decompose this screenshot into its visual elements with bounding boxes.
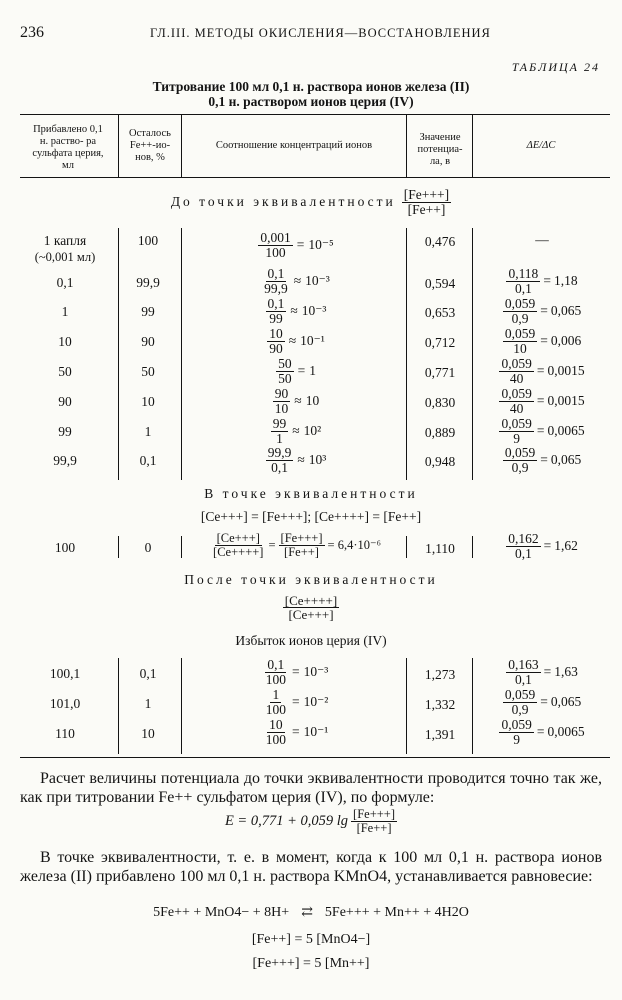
excess-row-1-ratio-frac xyxy=(264,688,288,717)
table-row-6-deriv-num: 0,059 xyxy=(501,416,532,431)
table-row-1-remaining: 99,9 xyxy=(136,275,160,290)
excess-row-0-ratio-frac xyxy=(264,658,288,687)
table-row-0-added-text: 1 капля xyxy=(43,233,87,248)
table-row-5-deriv-den: 40 xyxy=(509,400,524,416)
equivalence-frac1 xyxy=(211,532,265,559)
table-row-3-deriv-den: 10 xyxy=(513,340,527,356)
table-row-5-ratio xyxy=(186,387,406,416)
table-row-7-remaining: 0,1 xyxy=(139,453,157,468)
table-row-6-ratio-num: 99 xyxy=(272,416,287,431)
excess-row-1-ratio-result: 10⁻² xyxy=(303,694,329,710)
body1-divider-4 xyxy=(472,228,473,480)
table-row-3-added: 10 xyxy=(58,334,72,349)
table-row-7-deriv-result: 0,065 xyxy=(550,452,582,468)
table-row-5-ratio-frac xyxy=(273,387,291,416)
body3-divider-4 xyxy=(472,658,473,754)
excess-row-2-deriv-eq: = xyxy=(536,724,545,740)
header-divider-4 xyxy=(472,114,473,177)
table-row-6-deriv-den: 9 xyxy=(513,430,520,446)
excess-row-1-deriv-result: 0,065 xyxy=(550,694,582,710)
equivalence-row-derivative xyxy=(476,532,608,561)
table-row-2-ratio-num: 0,1 xyxy=(267,296,285,311)
table-row-0-ratio-den: 100 xyxy=(265,244,286,260)
excess-row-1-added: 101,0 xyxy=(49,696,81,711)
table-row-0-ratio xyxy=(186,231,406,260)
table-row-7-deriv-frac xyxy=(503,446,537,475)
excess-row-0-remaining: 0,1 xyxy=(139,666,157,681)
table-row-5-deriv-num: 0,059 xyxy=(501,386,532,401)
table-row-2-deriv-result: 0,065 xyxy=(550,303,582,319)
body2-divider-2 xyxy=(181,536,182,558)
table-row-6-derivative xyxy=(476,417,608,446)
excess-row-2-deriv-den: 9 xyxy=(513,731,520,747)
table-row-2-derivative xyxy=(476,297,608,326)
table-row-4-deriv-num: 0,059 xyxy=(501,356,532,371)
table-row-6-deriv-frac xyxy=(499,417,533,446)
excess-row-0-added: 100,1 xyxy=(49,666,81,681)
table-row-3-deriv-eq: = xyxy=(540,333,548,349)
table-row-7-ratio-op: ≈ xyxy=(297,452,305,468)
section-before-label: До точки эквивалентности xyxy=(170,194,396,210)
table-row-7-deriv-num: 0,059 xyxy=(504,445,536,460)
table-row-7-ratio xyxy=(186,446,406,475)
reaction-right: 5Fe+++ + Mn++ + 4H2O xyxy=(324,904,469,920)
table-caption-line2: 0,1 н. раствором ионов церия (IV) xyxy=(208,94,414,109)
table-row-7-ratio-num: 99,9 xyxy=(267,445,292,460)
running-title: ГЛ.III. МЕТОДЫ ОКИСЛЕНИЯ—ВОССТАНОВЛЕНИЯ xyxy=(150,26,491,40)
excess-row-2-remaining: 10 xyxy=(141,726,155,741)
table-row-3-ratio-result: 10⁻¹ xyxy=(300,333,325,349)
table-row-1-potential: 0,594 xyxy=(424,276,456,291)
equivalence-row-potential: 1,110 xyxy=(425,541,455,556)
excess-row-0-ratio xyxy=(186,658,406,687)
table-row-2-deriv-den: 0,9 xyxy=(511,310,529,326)
table-row-6-ratio-op: ≈ xyxy=(292,423,300,439)
table-row-6-ratio-result: 10² xyxy=(303,423,322,439)
table-row-4-ratio-frac xyxy=(276,357,294,386)
section-before-ratio-den: [Fe++] xyxy=(407,201,446,217)
table-row-6-remaining: 1 xyxy=(144,424,152,439)
table-row-3-deriv-result: 0,006 xyxy=(550,333,582,349)
paragraph-1: Расчет величины потенциала до точки эквивалентности проводится точно так же, как при титровании Fe++ сульфатом церия (IV), по формуле: xyxy=(20,770,602,806)
table-row-2-ratio-op: ≈ xyxy=(290,303,298,319)
table-row-0-added xyxy=(22,233,108,265)
paragraph-2: В точке эквивалентности, т. е. в момент, когда к 100 мл 0,1 н. раствора ионов железа (II) прибавлено 100 мл 0,1 н. раствора KMnO4, устанавливается равновесие: xyxy=(20,849,602,885)
reaction-equation xyxy=(0,904,622,921)
table-row-5-ratio-den: 10 xyxy=(274,400,289,416)
excess-row-0-deriv-frac xyxy=(506,658,540,687)
table-row-0-derivative: — xyxy=(535,232,549,247)
table-row-4-deriv-result: 0,0015 xyxy=(547,363,585,379)
excess-row-2-deriv-result: 0,0065 xyxy=(547,724,585,740)
table-row-1-ratio xyxy=(186,267,406,296)
excess-row-2-derivative xyxy=(476,718,608,747)
table-row-0-ratio-frac xyxy=(258,231,292,260)
table-row-1-ratio-num: 0,1 xyxy=(267,266,285,281)
table-row-3-remaining: 90 xyxy=(141,334,155,349)
table-row-3-ratio xyxy=(186,327,406,356)
excess-row-1-remaining: 1 xyxy=(144,696,152,711)
table-row-4-ratio-result: 1 xyxy=(309,363,316,379)
table-row-1-ratio-den: 99,9 xyxy=(264,280,288,296)
table-row-3-potential: 0,712 xyxy=(424,335,456,350)
table-row-3-ratio-den: 90 xyxy=(269,340,283,356)
table-row-2-remaining: 99 xyxy=(141,304,155,319)
table-row-4-ratio-num: 50 xyxy=(278,356,292,371)
body3-divider-2 xyxy=(181,658,182,754)
formula-num: [Fe+++] xyxy=(353,807,396,821)
equivalence-deriv-den: 0,1 xyxy=(514,545,532,561)
table-row-4-ratio-den: 50 xyxy=(278,370,292,386)
table-row-2-deriv-num: 0,059 xyxy=(504,296,536,311)
reaction-left: 5Fe++ + MnO4− + 8H+ xyxy=(153,904,290,920)
reaction-arrow: ⇄ xyxy=(301,905,313,920)
header-divider-3 xyxy=(406,114,407,177)
table-row-1-ratio-result: 10⁻³ xyxy=(305,273,330,289)
table-row-4-ratio-op: = xyxy=(297,363,306,379)
body2-divider-1 xyxy=(118,536,119,558)
table-row-0-potential: 0,476 xyxy=(424,234,456,249)
excess-row-2-ratio-frac xyxy=(264,718,288,747)
equivalence-ratio-result: = 6,4·10⁻⁶ xyxy=(327,538,381,553)
section-after-title: После точки эквивалентности xyxy=(184,572,438,587)
excess-row-1-ratio-den: 100 xyxy=(265,701,286,717)
equilibrium-eq-2: [Fe+++] = 5 [Mn++] xyxy=(252,956,370,971)
table-row-6-deriv-eq: = xyxy=(536,423,545,439)
section-before-ratio-num: [Fe+++] xyxy=(403,187,450,202)
excess-row-1-ratio-num: 1 xyxy=(272,687,280,702)
equivalence-deriv-num: 0,162 xyxy=(508,531,539,546)
table-row-0-ratio-result: 10⁻⁵ xyxy=(308,237,334,253)
table-row-1-deriv-num: 0,118 xyxy=(508,266,539,281)
table-row-1-ratio-op: ≈ xyxy=(293,273,302,289)
table-row-5-derivative xyxy=(476,387,608,416)
section-after-ratio xyxy=(0,594,622,622)
section-after-subtitle: Избыток ионов церия (IV) xyxy=(235,633,387,648)
table-top-rule xyxy=(20,114,610,115)
excess-row-1-deriv-den: 0,9 xyxy=(511,701,529,717)
table-row-5-ratio-op: ≈ xyxy=(294,393,302,409)
table-row-5-added: 90 xyxy=(58,394,72,409)
table-row-5-potential: 0,830 xyxy=(424,395,456,410)
table-row-6-ratio-den: 1 xyxy=(276,430,283,446)
column-header-potential: Значение потенциа- ла, в xyxy=(417,132,463,167)
table-row-2-added: 1 xyxy=(61,304,69,319)
table-row-4-remaining: 50 xyxy=(141,364,155,379)
body2-divider-3 xyxy=(406,536,407,558)
body2-divider-4 xyxy=(472,536,473,558)
table-row-1-deriv-den: 0,1 xyxy=(514,280,532,296)
table-row-5-ratio-num: 90 xyxy=(274,386,289,401)
table-row-3-deriv-num: 0,059 xyxy=(504,326,536,341)
table-row-3-derivative xyxy=(476,327,608,356)
equivalence-frac2 xyxy=(279,532,325,559)
table-row-3-deriv-frac xyxy=(503,327,537,356)
table-row-2-ratio-frac xyxy=(266,297,287,326)
table-row-3-ratio-frac xyxy=(267,327,285,356)
table-row-3-ratio-op: ≈ xyxy=(288,333,297,349)
table-row-5-deriv-eq: = xyxy=(536,393,545,409)
table-row-4-deriv-den: 40 xyxy=(509,370,524,386)
excess-row-1-potential: 1,332 xyxy=(424,697,456,712)
table-row-4-potential: 0,771 xyxy=(424,365,456,380)
table-row-6-added: 99 xyxy=(58,424,72,439)
table-bottom-rule xyxy=(20,757,610,758)
table-row-1-deriv-eq: = xyxy=(543,273,551,289)
table-row-1-deriv-result: 1,18 xyxy=(553,273,578,289)
excess-row-2-potential: 1,391 xyxy=(424,727,456,742)
excess-row-0-potential: 1,273 xyxy=(424,667,456,682)
body1-divider-3 xyxy=(406,228,407,480)
section-at-title: В точке эквивалентности xyxy=(204,486,418,501)
excess-row-0-ratio-num: 0,1 xyxy=(267,657,285,672)
formula-potential xyxy=(0,808,622,835)
table-row-5-deriv-frac xyxy=(499,387,533,416)
table-row-4-added: 50 xyxy=(58,364,72,379)
column-header-remaining: Осталось Fe++-ио- нов, % xyxy=(129,128,171,163)
excess-row-0-ratio-op: = xyxy=(291,664,300,680)
excess-row-2-ratio-num: 10 xyxy=(269,717,283,732)
body1-divider-2 xyxy=(181,228,182,480)
excess-row-2-ratio xyxy=(186,718,406,747)
table-row-0-ratio-num: 0,001 xyxy=(260,230,291,245)
table-row-2-ratio-den: 99 xyxy=(269,310,283,326)
table-row-7-ratio-result: 10³ xyxy=(308,452,327,468)
table-row-6-ratio-frac xyxy=(271,417,289,446)
table-row-7-deriv-den: 0,9 xyxy=(511,459,529,475)
header-divider-2 xyxy=(181,114,182,177)
table-row-1-derivative xyxy=(476,267,608,296)
table-row-7-ratio-frac xyxy=(266,446,294,475)
section-after-frac xyxy=(283,594,339,622)
excess-row-1-deriv-eq: = xyxy=(540,694,548,710)
excess-row-2-added: 110 xyxy=(55,726,75,741)
equilibrium-eq-1: [Fe++] = 5 [MnO4−] xyxy=(251,932,371,947)
table-row-0-ratio-op: = xyxy=(296,237,305,253)
excess-row-1-ratio-op: = xyxy=(291,694,300,710)
table-row-6-potential: 0,889 xyxy=(424,425,456,440)
formula-lhs: E = 0,771 + 0,059 lg xyxy=(224,812,349,829)
table-row-7-ratio-den: 0,1 xyxy=(271,459,288,475)
table-row-5-remaining: 10 xyxy=(141,394,155,409)
table-header-rule xyxy=(20,177,610,178)
excess-row-0-ratio-result: 10⁻³ xyxy=(303,664,329,680)
section-after-ratio-num: [Ce++++] xyxy=(284,593,338,608)
equivalence-frac2-num: [Fe+++] xyxy=(280,531,323,545)
table-row-7-derivative xyxy=(476,446,608,475)
equivalence-frac1-num: [Ce+++] xyxy=(216,531,260,545)
table-row-1-ratio-frac xyxy=(262,267,290,296)
table-label: ТАБЛИЦА 24 xyxy=(511,60,600,74)
equivalence-deriv-frac xyxy=(506,532,540,561)
table-row-2-ratio-result: 10⁻³ xyxy=(301,303,327,319)
excess-row-0-derivative xyxy=(476,658,608,687)
body3-divider-3 xyxy=(406,658,407,754)
excess-row-1-deriv-frac xyxy=(503,688,537,717)
table-row-2-deriv-eq: = xyxy=(540,303,548,319)
table-row-4-deriv-frac xyxy=(499,357,533,386)
table-row-5-deriv-result: 0,0015 xyxy=(547,393,585,409)
column-header-derivative: ΔE/ΔC xyxy=(526,140,556,151)
section-before-title xyxy=(0,188,622,217)
table-row-6-ratio xyxy=(186,417,406,446)
table-row-7-deriv-eq: = xyxy=(540,452,548,468)
table-row-0-added-sub: (~0,001 мл) xyxy=(34,250,96,264)
equivalence-row-ratio xyxy=(186,532,406,559)
body1-divider-1 xyxy=(118,228,119,480)
table-row-5-ratio-result: 10 xyxy=(305,393,320,409)
column-header-ratio: Соотношение концентраций ионов xyxy=(215,140,373,151)
excess-row-0-deriv-den: 0,1 xyxy=(514,671,532,687)
excess-row-1-ratio xyxy=(186,688,406,717)
equivalence-frac2-den: [Fe++] xyxy=(284,544,319,559)
body3-divider-1 xyxy=(118,658,119,754)
table-row-0-remaining: 100 xyxy=(137,233,159,248)
excess-row-0-deriv-result: 1,63 xyxy=(554,664,578,680)
table-row-4-derivative xyxy=(476,357,608,386)
table-row-1-added: 0,1 xyxy=(56,275,74,290)
table-row-4-deriv-eq: = xyxy=(536,363,545,379)
page-number: 236 xyxy=(20,24,44,41)
excess-row-0-deriv-eq: = xyxy=(543,664,552,680)
table-row-6-deriv-result: 0,0065 xyxy=(547,423,585,439)
column-header-added: Прибавлено 0,1 н. раство- ра сульфата церия, мл xyxy=(32,124,104,171)
excess-row-2-ratio-result: 10⁻¹ xyxy=(303,724,329,740)
equivalence-ratio-eq: = xyxy=(268,537,276,552)
table-row-4-ratio xyxy=(186,357,406,386)
excess-row-2-ratio-den: 100 xyxy=(265,731,286,747)
equivalence-deriv-result: 1,62 xyxy=(554,538,578,554)
excess-row-2-deriv-num: 0,059 xyxy=(501,717,532,732)
excess-row-1-deriv-num: 0,059 xyxy=(504,687,536,702)
table-row-1-deriv-frac xyxy=(506,267,540,296)
section-before-ratio xyxy=(402,188,451,217)
header-divider-1 xyxy=(118,114,119,177)
table-row-2-ratio xyxy=(186,297,406,326)
table-row-2-deriv-frac xyxy=(503,297,537,326)
excess-row-2-ratio-op: = xyxy=(291,724,300,740)
formula-den: [Fe++] xyxy=(356,820,392,835)
section-at-equation: [Ce+++] = [Fe+++]; [Ce++++] = [Fe++] xyxy=(200,509,422,524)
equivalence-row-added: 100 xyxy=(54,540,76,555)
section-after-ratio-den: [Ce+++] xyxy=(288,607,334,623)
table-row-3-ratio-num: 10 xyxy=(269,326,283,341)
equivalence-row-remaining: 0 xyxy=(144,540,152,555)
excess-row-0-deriv-num: 0,163 xyxy=(508,657,539,672)
equivalence-frac1-den: [Ce++++] xyxy=(213,544,264,559)
excess-row-2-deriv-frac xyxy=(499,718,533,747)
equivalence-deriv-eq: = xyxy=(543,538,552,554)
table-caption-line1: Титрование 100 мл 0,1 н. раствора ионов железа (II) xyxy=(152,79,470,94)
table-row-7-potential: 0,948 xyxy=(424,454,456,469)
table-row-2-potential: 0,653 xyxy=(424,305,456,320)
excess-row-1-derivative xyxy=(476,688,608,717)
formula-frac xyxy=(351,808,397,835)
excess-row-0-ratio-den: 100 xyxy=(265,671,286,687)
table-row-7-added: 99,9 xyxy=(53,453,77,468)
